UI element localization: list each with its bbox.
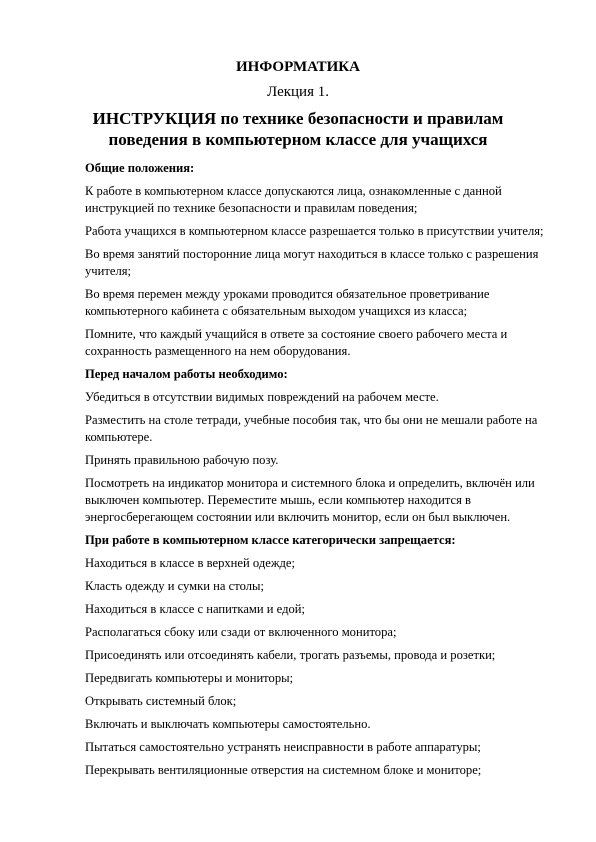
paragraph: Располагаться сбоку или сзади от включенного монитора; [85, 625, 397, 639]
paragraph: Перекрывать вентиляционные отверстия на системном блоке и мониторе; [85, 763, 482, 777]
section-heading-general: Общие положения: [85, 161, 195, 175]
document-body [85, 160, 555, 785]
paragraph: Присоединять или отсоединять кабели, трогать разъемы, провода и розетки; [85, 648, 496, 662]
subject-title: ИНФОРМАТИКА [236, 59, 360, 75]
paragraph: Посмотреть на индикатор монитора и системного блока и определить, включён или выключен компьютер. Переместите мышь, если компьютер находится в энергосберегающем состоянии или включить монитор, если он был выключен. [85, 476, 535, 524]
lecture-number: Лекция 1. [267, 84, 329, 100]
section-heading-before-work: Перед началом работы необходимо: [85, 367, 288, 381]
paragraph: Разместить на столе тетради, учебные пособия так, что бы они не мешали работе на компьютере. [85, 413, 538, 444]
paragraph: К работе в компьютерном классе допускаются лица, ознакомленные с данной инструкцией по технике безопасности и правилам поведения; [85, 184, 502, 215]
paragraph: Во время перемен между уроками проводится обязательное проветривание компьютерного кабинета с обязательным выходом учащихся из класса; [85, 287, 490, 318]
paragraph: Помните, что каждый учащийся в ответе за состояние своего рабочего места и сохранность размещенного на нем оборудования. [85, 327, 508, 358]
paragraph: Включать и выключать компьютеры самостоятельно. [85, 717, 371, 731]
paragraph: Работа учащихся в компьютерном классе разрешается только в присутствии учителя; [85, 224, 544, 238]
document-title: ИНСТРУКЦИЯ по технике безопасности и правилам поведения в компьютерном классе для учащихся [92, 109, 504, 149]
paragraph: Находиться в классе с напитками и едой; [85, 602, 306, 616]
paragraph: Класть одежду и сумки на столы; [85, 579, 264, 593]
paragraph: Принять правильною рабочую позу. [85, 453, 279, 467]
paragraph: Находиться в классе в верхней одежде; [85, 556, 296, 570]
paragraph: Открывать системный блок; [85, 694, 237, 708]
paragraph: Передвигать компьютеры и мониторы; [85, 671, 294, 685]
paragraph: Пытаться самостоятельно устранять неисправности в работе аппаратуры; [85, 740, 481, 754]
paragraph: Во время занятий посторонние лица могут находиться в классе только с разрешения учителя; [85, 247, 539, 278]
section-heading-prohibited: При работе в компьютерном классе категорически запрещается: [85, 533, 456, 547]
paragraph: Убедиться в отсутствии видимых повреждений на рабочем месте. [85, 390, 439, 404]
